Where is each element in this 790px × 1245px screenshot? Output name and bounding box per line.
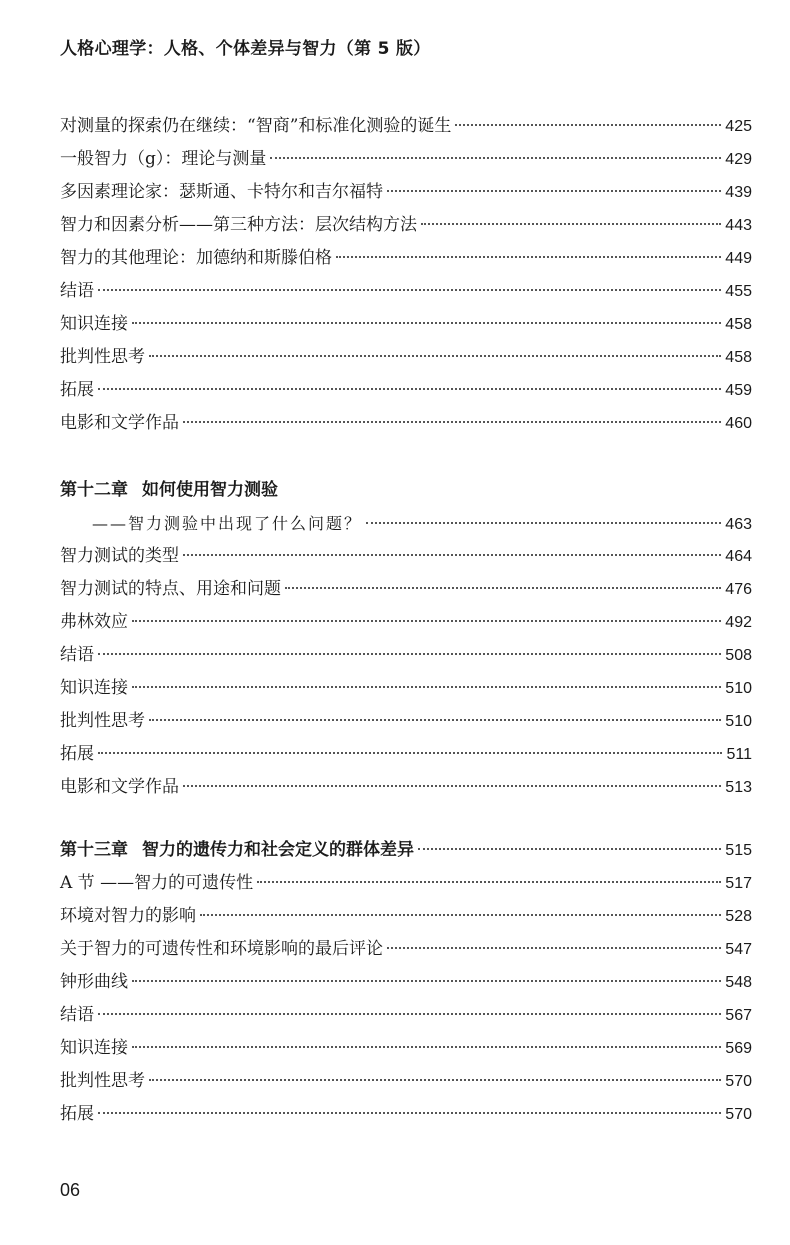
toc-entry-title: 知识连接 (60, 314, 128, 334)
toc-entry-page: 476 (725, 581, 752, 598)
toc-entry-title: 知识连接 (60, 1038, 128, 1058)
chapter13-block (60, 834, 752, 1131)
toc-entry-title: 批判性思考 (60, 1071, 145, 1091)
toc-entry-page: 513 (725, 779, 752, 796)
toc-entry[interactable] (60, 933, 752, 966)
table-of-contents (60, 110, 752, 1131)
dot-leader (455, 123, 721, 126)
chapter-subtitle: ——智力测验中出现了什么问题？ (92, 514, 363, 533)
toc-entry[interactable] (60, 606, 752, 639)
toc-entry-page: 492 (725, 614, 752, 631)
toc-entry-page: 510 (725, 713, 752, 730)
toc-entry[interactable] (60, 1098, 752, 1131)
chapter-number: 第十二章 (60, 480, 128, 500)
dot-leader (132, 619, 721, 622)
toc-entry[interactable] (60, 573, 752, 606)
dot-leader (132, 685, 721, 688)
toc-entry[interactable] (60, 639, 752, 672)
toc-entry-page: 429 (725, 151, 752, 168)
toc-entry[interactable] (60, 867, 752, 900)
toc-entry-page: 425 (725, 118, 752, 135)
dot-leader (183, 553, 721, 556)
toc-entry-page: 508 (725, 647, 752, 664)
toc-entry-page: 570 (725, 1106, 752, 1123)
dot-leader (387, 189, 721, 192)
toc-entry[interactable] (60, 275, 752, 308)
toc-entry-page: 443 (725, 217, 752, 234)
chapter-number: 第十三章 (60, 840, 128, 860)
toc-entry[interactable] (60, 374, 752, 407)
toc-entry-page: 511 (726, 746, 752, 763)
toc-entry-title: 智力测试的类型 (60, 546, 179, 566)
dot-leader (98, 751, 722, 754)
dot-leader (270, 156, 721, 159)
dot-leader (98, 1111, 721, 1114)
toc-entry-page: 528 (725, 908, 752, 925)
dot-leader (200, 913, 721, 916)
section1-entries (60, 110, 752, 440)
dot-leader (149, 1078, 721, 1081)
toc-entry-title: 批判性思考 (60, 711, 145, 731)
dot-leader (387, 946, 721, 949)
toc-entry-page: 459 (725, 382, 752, 399)
toc-entry-page: 517 (725, 875, 752, 892)
toc-entry-title: 结语 (60, 645, 94, 665)
chapter-heading[interactable] (60, 834, 752, 867)
toc-entry-title: 结语 (60, 281, 94, 301)
dot-leader (149, 354, 721, 357)
toc-entry-title: 知识连接 (60, 678, 128, 698)
toc-entry-title: 弗林效应 (60, 612, 128, 632)
chapter-subtitle-entry[interactable] (60, 507, 752, 540)
toc-entry[interactable] (60, 242, 752, 275)
toc-entry-page: 567 (725, 1007, 752, 1024)
toc-entry-title: 智力测试的特点、用途和问题 (60, 579, 281, 599)
toc-entry-page: 548 (725, 974, 752, 991)
toc-entry[interactable] (60, 1065, 752, 1098)
toc-entry-page: 449 (725, 250, 752, 267)
toc-entry[interactable] (60, 143, 752, 176)
dot-leader (98, 652, 721, 655)
dot-leader (98, 288, 721, 291)
dot-leader (132, 979, 721, 982)
toc-entry[interactable] (60, 771, 752, 804)
toc-entry-page: 458 (725, 316, 752, 333)
dot-leader (421, 222, 721, 225)
toc-entry-title: A 节 ——智力的可遗传性 (60, 873, 254, 893)
toc-entry-title: 电影和文学作品 (60, 777, 179, 797)
toc-entry-title: 一般智力（g）：理论与测量 (60, 149, 267, 169)
toc-entry[interactable] (60, 540, 752, 573)
chapter12-block (60, 474, 752, 804)
toc-entry[interactable] (60, 209, 752, 242)
toc-entry-page: 460 (725, 415, 752, 432)
toc-entry-title: 多因素理论家：瑟斯通、卡特尔和吉尔福特 (60, 182, 383, 202)
toc-entry[interactable] (60, 966, 752, 999)
dot-leader (132, 1045, 721, 1048)
toc-entry-title: 智力和因素分析——第三种方法：层次结构方法 (60, 215, 417, 235)
toc-entry[interactable] (60, 407, 752, 440)
page-number: 06 (60, 1180, 81, 1200)
toc-entry-title: 拓展 (60, 744, 94, 764)
running-head: 人格心理学：人格、个体差异与智力（第 5 版） (60, 39, 431, 59)
toc-entry-title: 钟形曲线 (60, 972, 128, 992)
toc-entry-title: 智力的其他理论：加德纳和斯滕伯格 (60, 248, 332, 268)
dot-leader (257, 880, 721, 883)
toc-entry-page: 570 (725, 1073, 752, 1090)
chapter-title: 如何使用智力测验 (142, 480, 278, 500)
dot-leader (183, 420, 721, 423)
toc-entry-title: 关于智力的可遗传性和环境影响的最后评论 (60, 939, 383, 959)
dot-leader (149, 718, 721, 721)
toc-entry-page: 458 (725, 349, 752, 366)
toc-entry[interactable] (60, 110, 752, 143)
toc-entry[interactable] (60, 672, 752, 705)
chapter-heading[interactable] (60, 474, 752, 507)
toc-entry-title: 拓展 (60, 380, 94, 400)
toc-entry[interactable] (60, 176, 752, 209)
toc-entry[interactable] (60, 341, 752, 374)
toc-entry-page: 464 (725, 548, 752, 565)
toc-entry[interactable] (60, 308, 752, 341)
toc-entry-page: 510 (725, 680, 752, 697)
toc-entry[interactable] (60, 738, 752, 771)
toc-entry-page: 463 (725, 516, 752, 533)
toc-entry-title: 电影和文学作品 (60, 413, 179, 433)
chapter-title: 智力的遗传力和社会定义的群体差异 (142, 840, 414, 860)
toc-entry[interactable] (60, 705, 752, 738)
toc-entry-title: 对测量的探索仍在继续：“智商”和标准化测验的诞生 (60, 116, 452, 136)
dot-leader (183, 784, 721, 787)
toc-entry-title: 拓展 (60, 1104, 94, 1124)
toc-entry[interactable] (60, 999, 752, 1032)
toc-entry-page: 515 (725, 842, 752, 859)
toc-entry-page: 439 (725, 184, 752, 201)
toc-entry-page: 569 (725, 1040, 752, 1057)
dot-leader (98, 1012, 721, 1015)
dot-leader (418, 847, 721, 850)
dot-leader (132, 321, 721, 324)
toc-entry[interactable] (60, 900, 752, 933)
dot-leader (98, 387, 721, 390)
toc-entry[interactable] (60, 1032, 752, 1065)
toc-entry-title: 批判性思考 (60, 347, 145, 367)
toc-entry-title: 环境对智力的影响 (60, 906, 196, 926)
toc-entry-title: 结语 (60, 1005, 94, 1025)
toc-entry-page: 547 (725, 941, 752, 958)
toc-entry-page: 455 (725, 283, 752, 300)
dot-leader (366, 521, 721, 524)
chapter-heading-text (60, 834, 414, 867)
dot-leader (285, 586, 721, 589)
dot-leader (336, 255, 721, 258)
